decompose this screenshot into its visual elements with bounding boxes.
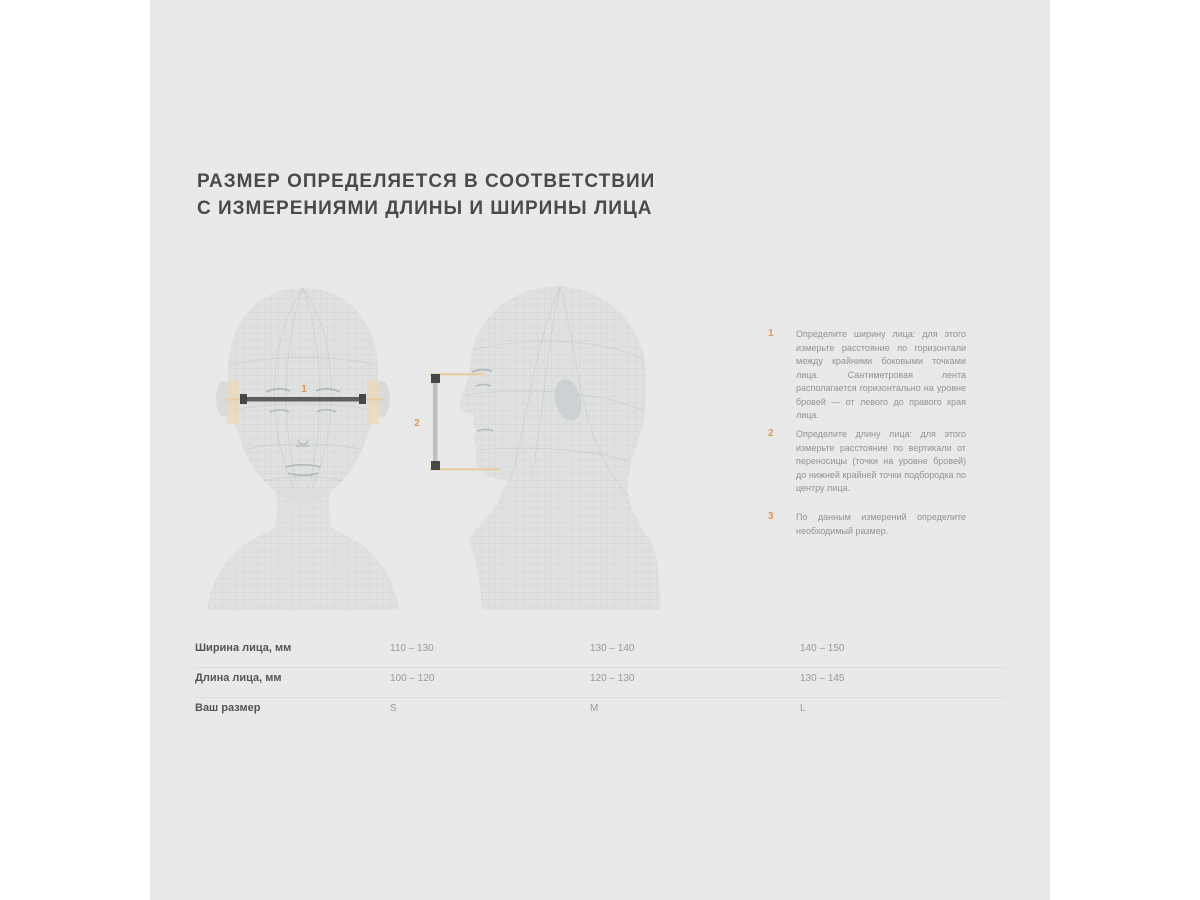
instruction-item-3: [768, 511, 978, 538]
instruction-item-2: [768, 428, 978, 496]
side-head-figure: [455, 280, 667, 610]
cell-value: 140 – 150: [800, 643, 845, 654]
cell-value: 110 – 130: [390, 643, 434, 654]
page-title: [197, 168, 757, 222]
face-length-measure-label: 2: [414, 418, 420, 429]
cell-value: 130 – 140: [590, 643, 635, 654]
instruction-text-1: Определите ширину лица: для этого измерьте расстояние по горизонтали между крайними боковыми точками лица. Сантиметровая лента располагается горизонтально на уровне бровей — от левого до правого края лица.: [796, 329, 966, 420]
head-diagrams-illustration: [180, 270, 720, 610]
cell-value: M: [590, 703, 599, 714]
page-title-line2: С ИЗМЕРЕНИЯМИ ДЛИНЫ И ШИРИНЫ ЛИЦА: [197, 198, 653, 219]
cell-value: 100 – 120: [390, 673, 435, 684]
row-label: Ваш размер: [195, 702, 261, 714]
instruction-item-1: [768, 328, 978, 423]
table-row-your-size: [195, 702, 1010, 724]
table-row-face-width: [195, 642, 1010, 664]
size-table: [195, 638, 1010, 738]
instruction-number-3: 3: [768, 511, 774, 522]
row-label: Длина лица, мм: [195, 672, 282, 684]
row-divider: [195, 697, 1005, 698]
cell-value: 130 – 145: [800, 673, 845, 684]
measurement-figure: [180, 270, 720, 610]
front-head-figure: [200, 280, 410, 610]
instruction-text-2: Определите длину лица: для этого измерьте расстояние по вертикали от переносицы (точки на уровне бровей) до нижней крайней точки подбородка по центру лица.: [796, 429, 966, 493]
row-label: Ширина лица, мм: [195, 642, 292, 654]
cell-value: S: [390, 703, 397, 714]
gray-content-panel: [150, 0, 1050, 900]
face-width-measure-label: 1: [301, 384, 307, 395]
instruction-number-1: 1: [768, 328, 774, 339]
instruction-text-3: По данным измерений определите необходимый размер.: [796, 512, 966, 536]
page-title-line1: РАЗМЕР ОПРЕДЕЛЯЕТСЯ В СООТВЕТСТВИИ: [197, 171, 656, 192]
instruction-number-2: 2: [768, 428, 774, 439]
cell-value: 120 – 130: [590, 673, 635, 684]
table-row-face-length: [195, 672, 1010, 694]
row-divider: [195, 667, 1005, 668]
cell-value: L: [800, 703, 806, 714]
